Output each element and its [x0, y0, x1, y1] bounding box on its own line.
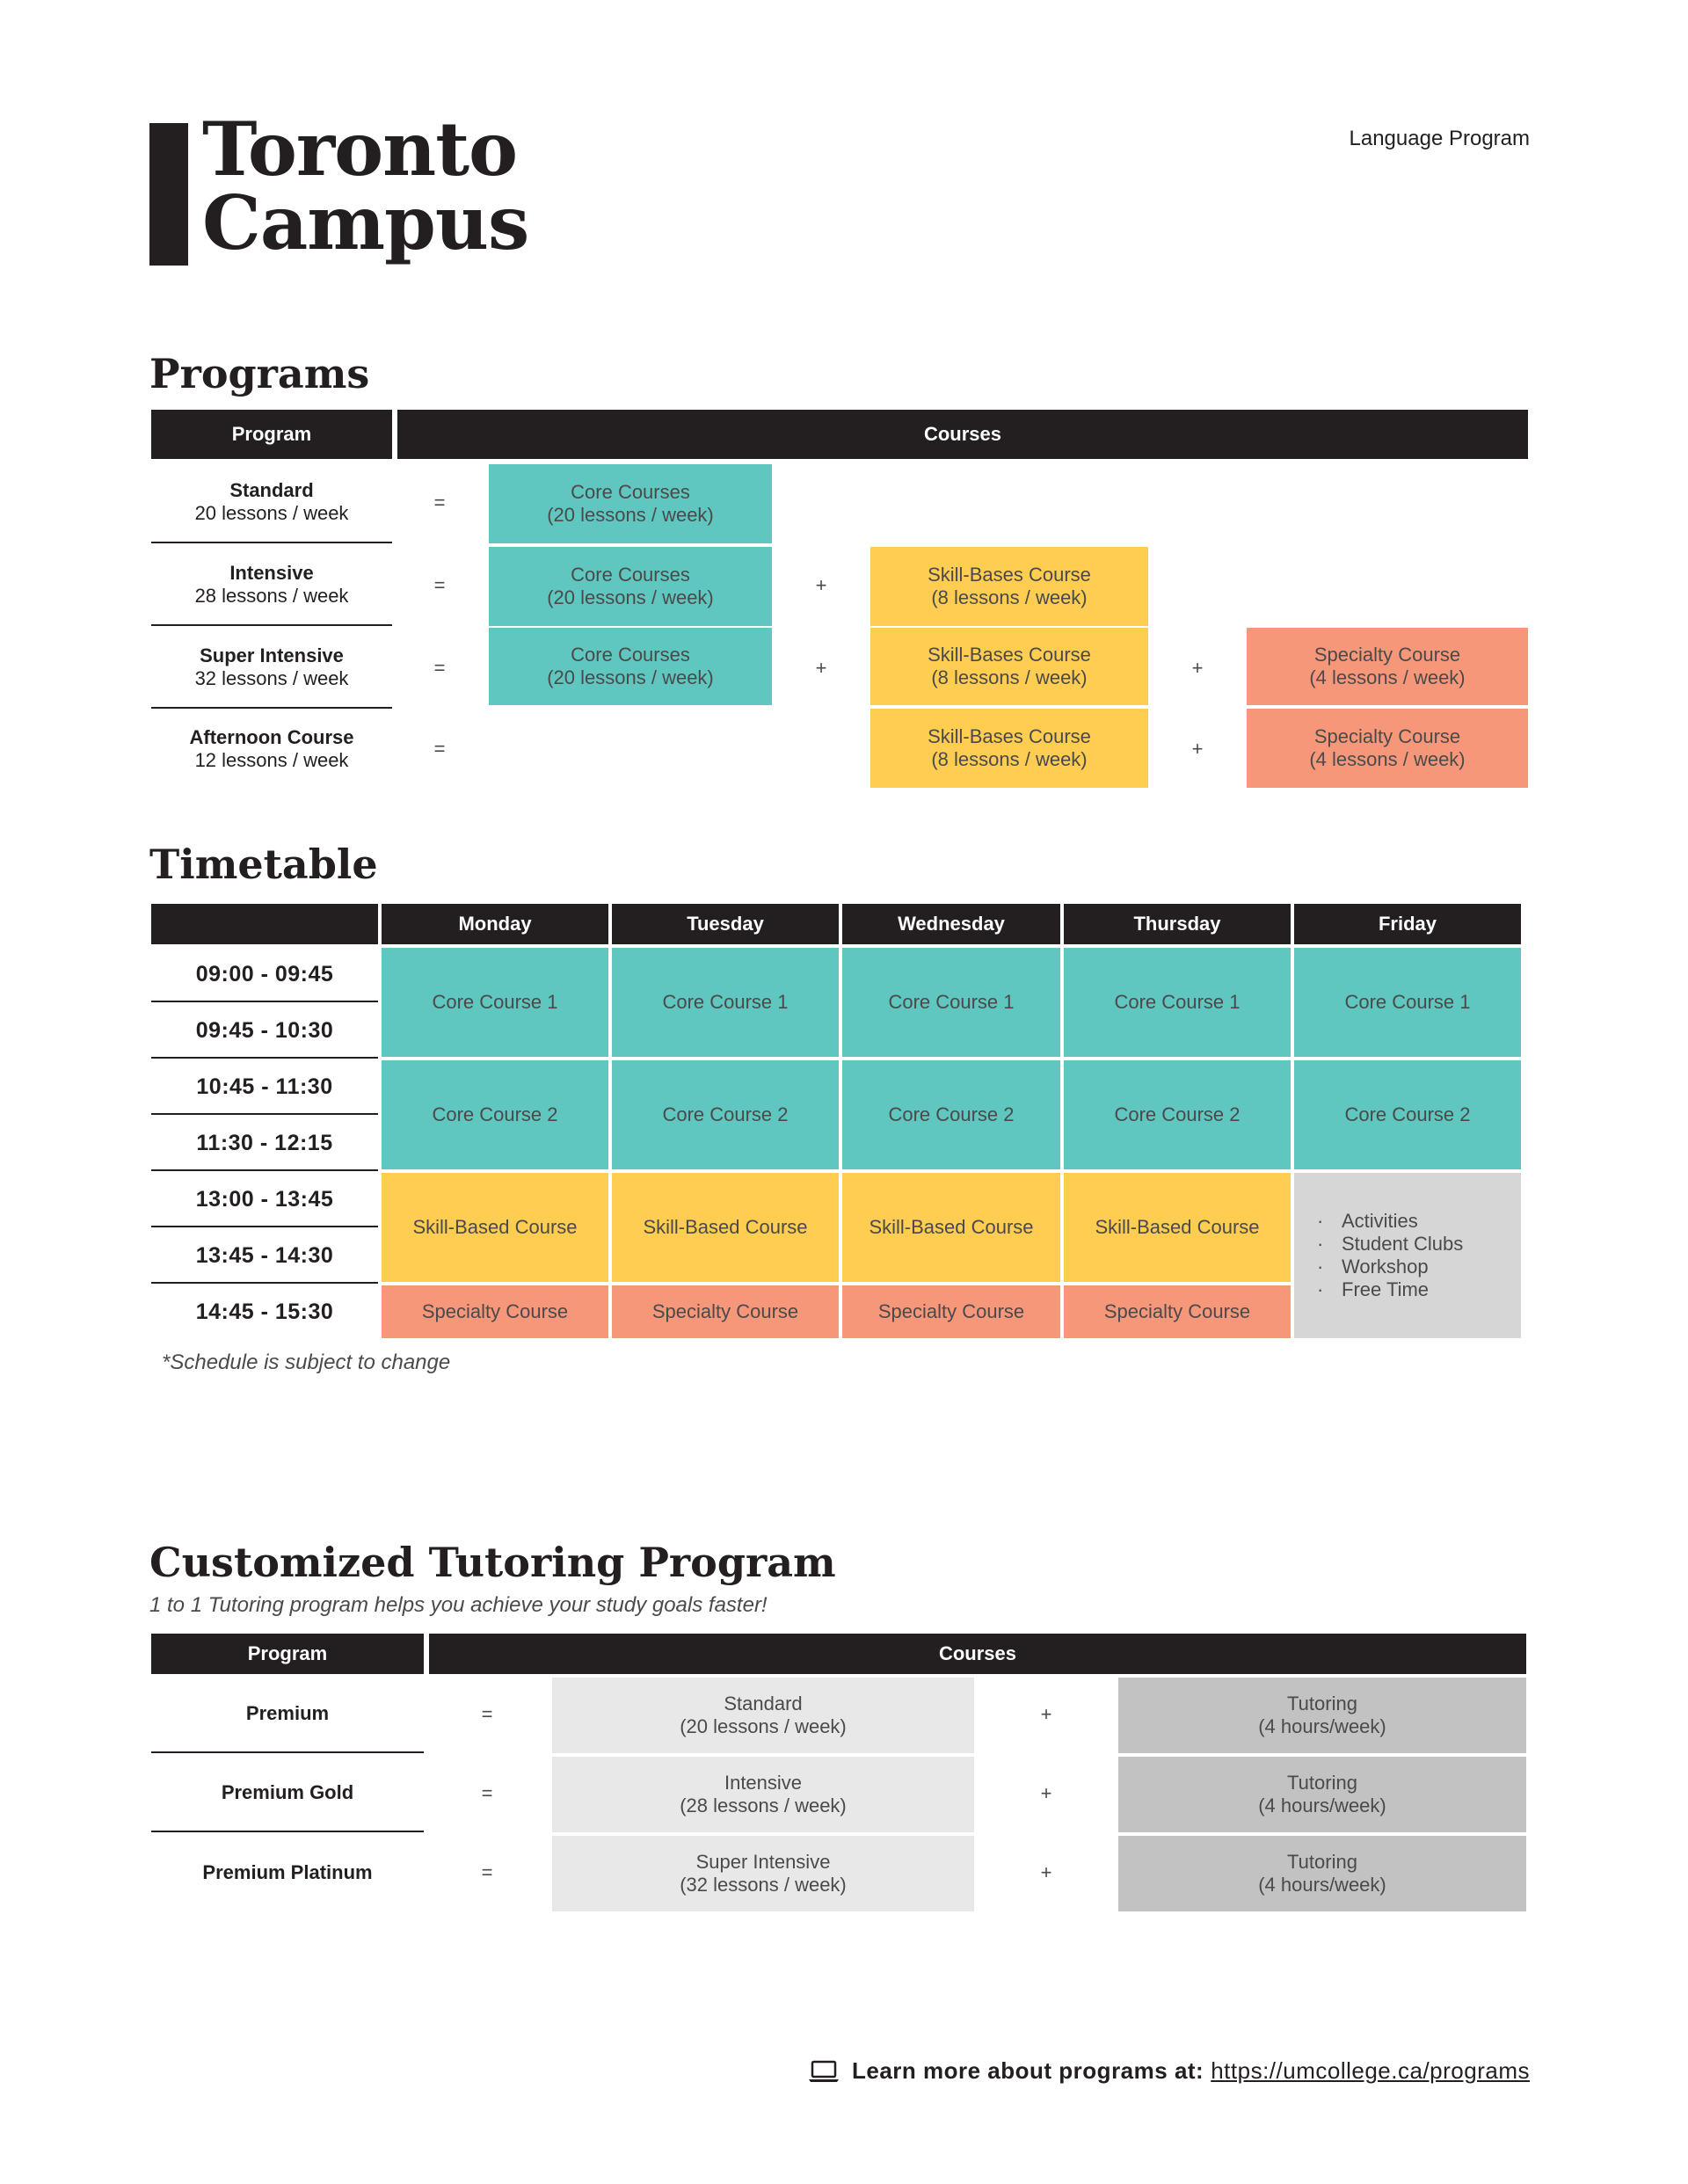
block-sub: (32 lessons / week) [680, 1874, 847, 1896]
equals-sign: = [481, 1782, 493, 1804]
day-header-thursday: Thursday [1064, 904, 1291, 944]
block-label: Core Courses [571, 644, 690, 666]
skill-course-block [870, 628, 1148, 705]
time-slot: 09:45 - 10:30 [151, 1004, 378, 1059]
block-sub: (20 lessons / week) [547, 504, 714, 526]
schedule-note: *Schedule is subject to change [162, 1350, 451, 1374]
equals-sign: = [481, 1861, 493, 1883]
block-label: Super Intensive [695, 1851, 831, 1873]
tutoring-row-premium-platinum [151, 1834, 424, 1911]
tutoring-subtitle: 1 to 1 Tutoring program helps you achieve your study goals faster! [149, 1593, 768, 1617]
program-category: Language Program [1349, 127, 1530, 150]
block-label: Tutoring [1287, 1693, 1357, 1714]
timetable-cell-specialty: Specialty Course [382, 1285, 608, 1338]
plus-sign: + [815, 657, 827, 679]
plus-sign: + [1040, 1861, 1052, 1883]
block-sub: (8 lessons / week) [931, 666, 1088, 688]
program-name: Afternoon Course [189, 726, 354, 748]
programs-heading: Programs [149, 350, 370, 397]
block-sub: (4 lessons / week) [1309, 666, 1466, 688]
block-sub: (8 lessons / week) [931, 748, 1088, 770]
program-name: Premium [245, 1702, 330, 1724]
tutoring-block [1118, 1836, 1526, 1911]
block-label: Intensive [724, 1772, 803, 1794]
footer-label: Learn more about programs at: [851, 2057, 1204, 2084]
time-slot: 11:30 - 12:15 [151, 1117, 378, 1171]
day-header-tuesday: Tuesday [612, 904, 839, 944]
program-lessons: 28 lessons / week [194, 585, 349, 607]
timetable-cell-skill: Skill-Based Course [612, 1173, 839, 1282]
block-label: Skill-Bases Course [928, 725, 1091, 747]
equals-sign: = [433, 657, 446, 679]
block-label: Standard [724, 1693, 803, 1714]
block-label: Skill-Bases Course [928, 564, 1091, 586]
activity-item: · Activities [1342, 1210, 1463, 1233]
program-name: Super Intensive [200, 644, 344, 666]
block-sub: (8 lessons / week) [931, 586, 1088, 608]
timetable-cell-core-2: Core Course 2 [612, 1060, 839, 1169]
block-label: Core Courses [571, 481, 690, 503]
timetable-cell-core-1: Core Course 1 [842, 948, 1060, 1057]
block-label: Tutoring [1287, 1772, 1357, 1794]
activity-item: · Free Time [1342, 1278, 1463, 1301]
programs-link[interactable]: https://umcollege.ca/programs [1211, 2057, 1530, 2084]
programs-col-courses: Courses [397, 410, 1528, 459]
specialty-course-block [1247, 628, 1528, 705]
program-row-afternoon [151, 709, 392, 790]
title-line-2: Campus [202, 179, 529, 266]
tutoring-row-premium-gold [151, 1755, 424, 1832]
block-sub: (20 lessons / week) [547, 666, 714, 688]
time-slot: 10:45 - 11:30 [151, 1060, 378, 1115]
tutoring-col-program: Program [151, 1634, 424, 1674]
timetable-cell-core-1: Core Course 1 [1064, 948, 1291, 1057]
timetable-cell-skill: Skill-Based Course [842, 1173, 1060, 1282]
block-label: Core Courses [571, 564, 690, 586]
timetable-cell-core-2: Core Course 2 [842, 1060, 1060, 1169]
program-name: Premium Platinum [202, 1861, 373, 1883]
program-lessons: 20 lessons / week [194, 502, 349, 524]
page-title [202, 106, 529, 266]
timetable-heading: Timetable [149, 841, 378, 888]
tutoring-col-courses: Courses [429, 1634, 1526, 1674]
block-sub: (20 lessons / week) [680, 1715, 847, 1737]
base-program-block [552, 1678, 974, 1753]
timetable-cell-core-1: Core Course 1 [612, 948, 839, 1057]
block-label: Specialty Course [1313, 644, 1461, 666]
program-row-standard [151, 462, 392, 543]
base-program-block [552, 1757, 974, 1832]
title-accent-bar [149, 123, 188, 266]
tutoring-block [1118, 1678, 1526, 1753]
footer-learn-more [808, 2057, 1530, 2085]
day-header-monday: Monday [382, 904, 608, 944]
activity-item: · Student Clubs [1342, 1233, 1463, 1256]
equals-sign: = [433, 738, 446, 760]
timetable-cell-specialty: Specialty Course [842, 1285, 1060, 1338]
tutoring-heading: Customized Tutoring Program [149, 1539, 836, 1586]
title-line-1: Toronto [202, 106, 518, 193]
core-courses-block [489, 547, 772, 626]
plus-sign: + [1040, 1703, 1052, 1725]
core-courses-block [489, 628, 772, 705]
program-name: Premium Gold [221, 1781, 354, 1803]
program-name: Standard [229, 479, 314, 501]
specialty-course-block [1247, 709, 1528, 788]
skill-course-block [870, 709, 1148, 788]
day-header-wednesday: Wednesday [842, 904, 1060, 944]
timetable-cell-core-2: Core Course 2 [1294, 1060, 1521, 1169]
tutoring-block [1118, 1757, 1526, 1832]
timetable-cell-core-2: Core Course 2 [1064, 1060, 1291, 1169]
block-sub: (4 lessons / week) [1309, 748, 1466, 770]
laptop-icon [808, 2060, 840, 2083]
block-sub: (4 hours/week) [1258, 1874, 1386, 1896]
block-sub: (4 hours/week) [1258, 1715, 1386, 1737]
programs-col-program: Program [151, 410, 392, 459]
friday-activities-cell [1294, 1173, 1521, 1338]
skill-course-block [870, 547, 1148, 626]
time-slot: 09:00 - 09:45 [151, 948, 378, 1002]
plus-sign: + [1191, 738, 1204, 760]
timetable-cell-skill: Skill-Based Course [382, 1173, 608, 1282]
activities-list [1315, 1210, 1463, 1301]
plus-sign: + [1040, 1782, 1052, 1804]
program-row-super-intensive [151, 628, 392, 709]
block-sub: (4 hours/week) [1258, 1795, 1386, 1816]
program-name: Intensive [229, 562, 314, 584]
equals-sign: = [433, 574, 446, 596]
timetable-cell-core-1: Core Course 1 [1294, 948, 1521, 1057]
timetable-cell-core-2: Core Course 2 [382, 1060, 608, 1169]
block-label: Tutoring [1287, 1851, 1357, 1873]
equals-sign: = [481, 1703, 493, 1725]
block-label: Skill-Bases Course [928, 644, 1091, 666]
day-header-friday: Friday [1294, 904, 1521, 944]
timetable-cell-specialty: Specialty Course [612, 1285, 839, 1338]
block-sub: (20 lessons / week) [547, 586, 714, 608]
timetable-cell-skill: Skill-Based Course [1064, 1173, 1291, 1282]
program-row-intensive [151, 545, 392, 626]
time-slot: 14:45 - 15:30 [195, 1299, 334, 1324]
plus-sign: + [1191, 657, 1204, 679]
time-slot: 13:00 - 13:45 [151, 1173, 378, 1227]
timetable-corner-header [151, 904, 378, 944]
activity-item: · Workshop [1342, 1256, 1463, 1278]
tutoring-row-premium [151, 1676, 424, 1753]
equals-sign: = [433, 491, 446, 513]
timetable-cell-core-1: Core Course 1 [382, 948, 608, 1057]
base-program-block [552, 1836, 974, 1911]
timetable-cell-specialty: Specialty Course [1064, 1285, 1291, 1338]
core-courses-block [489, 464, 772, 543]
program-lessons: 12 lessons / week [194, 749, 349, 771]
plus-sign: + [815, 574, 827, 596]
program-lessons: 32 lessons / week [194, 667, 349, 689]
time-slot: 13:45 - 14:30 [151, 1229, 378, 1284]
block-sub: (28 lessons / week) [680, 1795, 847, 1816]
block-label: Specialty Course [1313, 725, 1461, 747]
